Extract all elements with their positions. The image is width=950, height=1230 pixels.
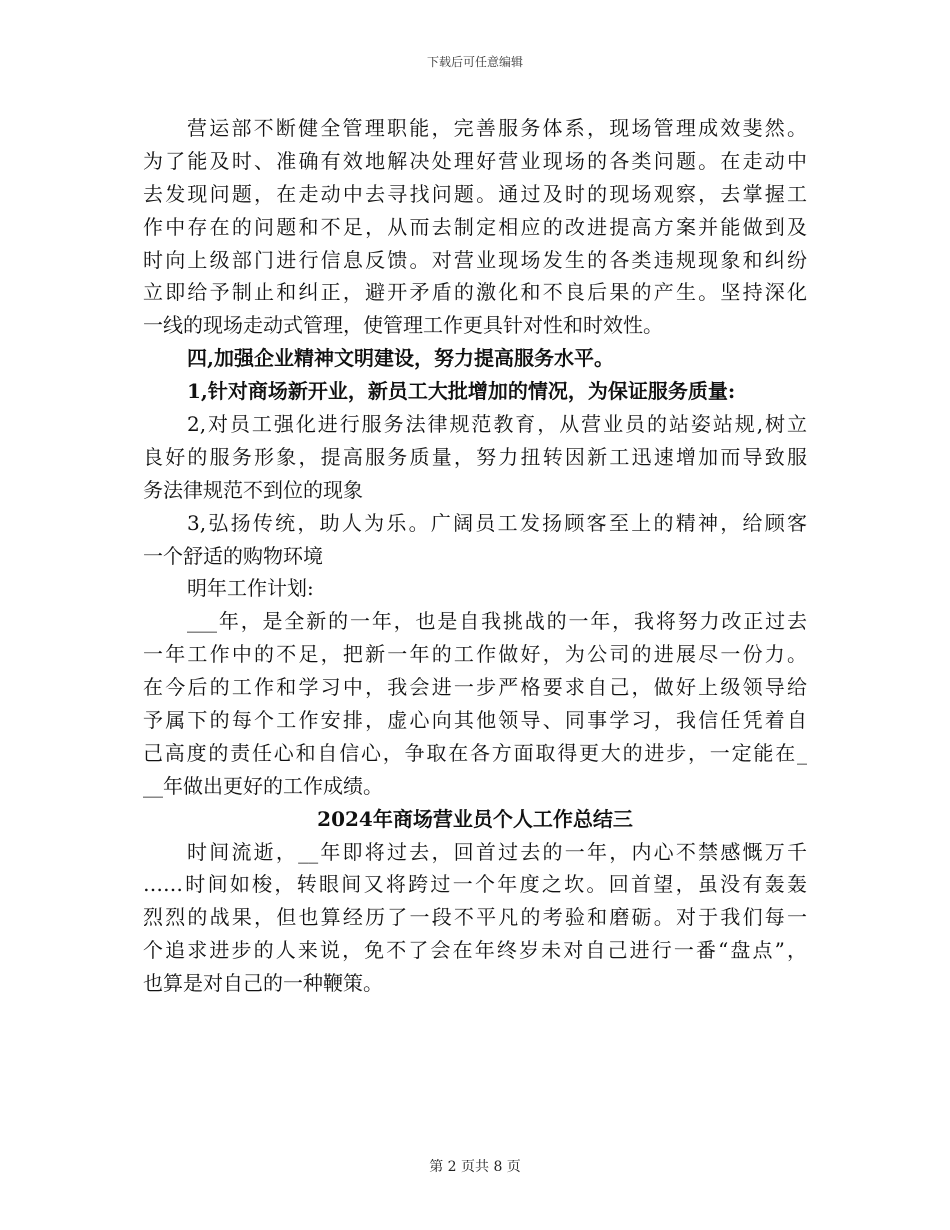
text-line: __年做出更好的工作成绩。 xyxy=(143,773,383,798)
text-line: 个追求进步的人来说，免不了会在年终岁未对自己进行一番“盘点”， xyxy=(143,938,807,963)
text-line: 时向上级部门进行信息反馈。对营业现场发生的各类违规现象和纠纷 xyxy=(143,247,807,272)
subsection-heading: 1,针对商场新开业，新员工大批增加的情况，为保证服务质量: xyxy=(187,379,736,404)
page-header: 下载后可任意编辑 xyxy=(426,55,523,69)
text-line: 时间流逝，__年即将过去，回首过去的一年，内心不禁感慨万千 xyxy=(187,839,807,864)
text-line: 2,对员工强化进行服务法律规范教育，从营业员的站姿站规,树立 xyxy=(187,412,807,437)
text-line: 在今后的工作和学习中，我会进一步严格要求自己，做好上级领导给 xyxy=(143,675,807,700)
text-line: 去发现问题，在走动中去寻找问题。通过及时的现场观察，去掌握工 xyxy=(143,181,807,206)
text-line: 良好的服务形象，提高服务质量，努力扭转因新工迅速增加而导致服 xyxy=(143,444,807,469)
text-line: 立即给予制止和纠正，避开矛盾的激化和不良后果的产生。坚持深化 xyxy=(143,280,807,305)
document-body xyxy=(143,112,807,1000)
text-line: 营运部不断健全管理职能，完善服务体系，现场管理成效斐然。 xyxy=(187,116,807,140)
text-line: 3,弘扬传统，助人为乐。广阔员工发扬顾客至上的精神，给顾客 xyxy=(187,510,807,535)
text-line: 烈烈的战果，但也算经历了一段不平凡的考验和磨砺。对于我们每一 xyxy=(143,905,807,930)
text-line: 予属下的每个工作安排，虚心向其他领导、同事学习，我信任凭着自 xyxy=(143,708,807,733)
section-heading: 四,加强企业精神文明建设，努力提高服务水平。 xyxy=(187,346,614,371)
text-line: 己高度的责任心和自信心，争取在各方面取得更大的进步，一定能在_ xyxy=(143,740,807,765)
text-line: ___年，是全新的一年，也是自我挑战的一年，我将努力改正过去 xyxy=(187,609,807,634)
text-line: 明年工作计划: xyxy=(187,576,314,601)
text-line: 为了能及时、准确有效地解决处理好营业现场的各类问题。在走动中 xyxy=(143,148,807,173)
text-line: 一线的现场走动式管理，使管理工作更具针对性和时效性。 xyxy=(143,313,663,338)
text-line: 作中存在的问题和不足，从而去制定相应的改进提高方案并能做到及 xyxy=(143,214,807,239)
text-line: 务法律规范不到位的现象 xyxy=(143,477,363,502)
text-line: ……时间如梭，转眼间又将跨过一个年度之坎。回首望，虽没有轰轰 xyxy=(143,872,807,897)
text-line: 一年工作中的不足，把新一年的工作做好，为公司的进展尽一份力。 xyxy=(143,642,807,667)
text-line: 也算是对自己的一种鞭策。 xyxy=(143,971,383,996)
document-title: 2024年商场营业员个人工作总结三 xyxy=(317,806,633,831)
text-line: 一个舒适的购物环境 xyxy=(143,543,323,568)
page-number: 第 2 页共 8 页 xyxy=(429,1159,521,1175)
